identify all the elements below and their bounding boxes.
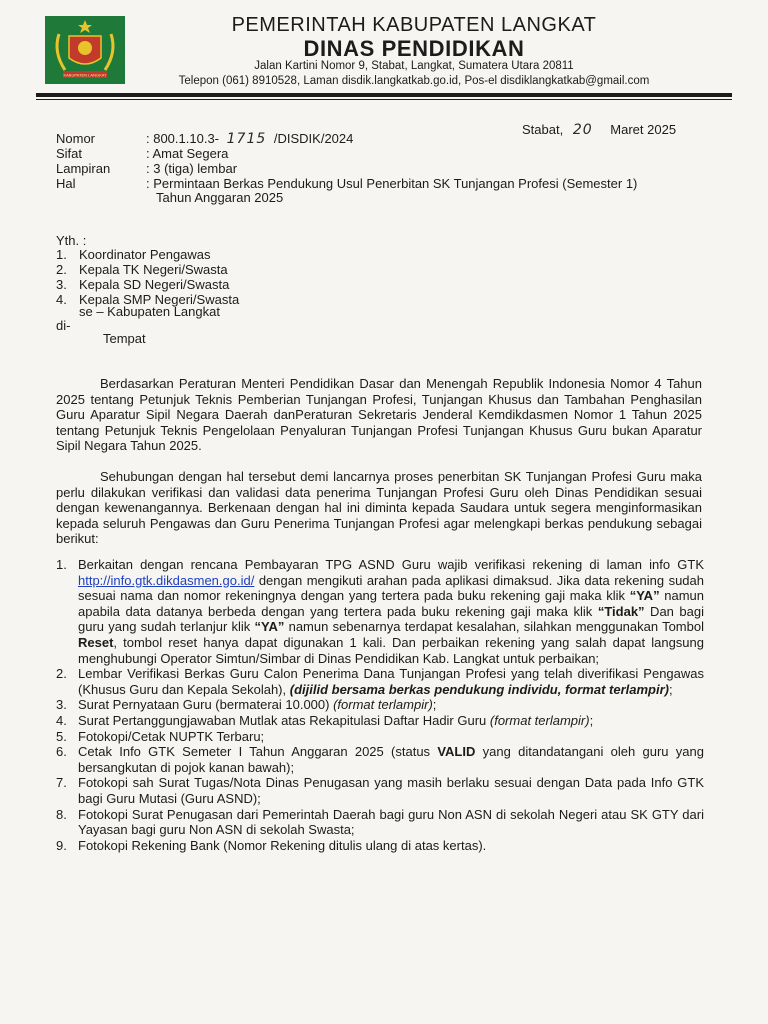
recipient-item: 4. Kepala SMP Negeri/Swasta <box>56 292 240 307</box>
nomor-handwritten: 1715 <box>226 131 267 147</box>
recipient-item: 1. Koordinator Pengawas <box>56 247 211 262</box>
list-item: 7. Fotokopi sah Surat Tugas/Nota Dinas Penugasan yang masih berlaku sesuai dengan Data pada Info GTK bagi Guru Mutasi (Guru ASND); <box>56 775 704 806</box>
list-item: 8. Fotokopi Surat Penugasan dari Pemerintah Daerah bagi guru Non ASN di sekolah Negeri atau SK GTY dari Yayasan bagi guru Non ASN di sekolah Swasta; <box>56 806 704 838</box>
nomor-prefix: : 800.1.10.3- <box>146 131 219 146</box>
recipient-item: 2. Kepala TK Negeri/Swasta <box>56 262 228 277</box>
list-item: 3. Surat Pernyataan Guru (bermaterai 10.000) (format terlampir); <box>56 697 437 713</box>
recipient-tempat: Tempat <box>103 331 146 346</box>
date-month-year: Maret 2025 <box>610 122 677 137</box>
recipient-yth: Yth. : <box>56 233 87 248</box>
logo-banner-text: KABUPATEN LANGKAT <box>63 72 107 78</box>
letterhead-contact: Telepon (061) 8910528, Laman disdik.langkatkab.go.id, Pos-el disdiklangkatkab@gmail.com <box>178 75 650 87</box>
list-item: 2. Lembar Verifikasi Berkas Guru Calon Penerima Dana Tunjangan Profesi yang telah diverifikasi Pengawas (Khusus Guru dan Kepala Sekolah), (dijilid bersama berkas pendukung individu, format terlampir); <box>56 666 704 697</box>
hal-value: : Permintaan Berkas Pendukung Usul Penerbitan SK Tunjangan Profesi (Semester 1) <box>146 176 638 191</box>
sifat-label: Sifat <box>56 146 83 161</box>
letterhead-rule <box>36 93 732 97</box>
recipient-di: di- <box>56 318 71 333</box>
date-day: 20 <box>572 122 593 138</box>
lampiran-label: Lampiran <box>56 161 111 176</box>
list-item: 5. Fotokopi/Cetak NUPTK Terbaru; <box>56 728 265 744</box>
letterhead-agency: DINAS PENDIDIKAN <box>303 36 525 61</box>
letterhead-address: Jalan Kartini Nomor 9, Stabat, Langkat, Sumatera Utara 20811 <box>254 60 574 72</box>
paragraph-basis: Berdasarkan Peraturan Menteri Pendidikan Dasar dan Menengah Republik Indonesia Nomor 4 Tahun 2025 tentang Petunjuk Teknis Pemberian Tunjangan Profesi, Tunjangan Khusus dan Tambahan Penghasilan Guru Aparatur Sipil Negara Daerah danPeraturan Sekretaris Jenderal Kemdikdasmen Nomor 1 Tahun 2025 tentang Petunjuk Teknis Pengelolaan Penyaluran Tunjangan Profesi Tunjangan Khusus Guru bukan Aparatur Sipil Negara Tahun 2025. <box>56 376 702 454</box>
hal-value-line2: Tahun Anggaran 2025 <box>156 190 284 205</box>
nomor-value <box>146 131 353 147</box>
paragraph-request: Sehubungan dengan hal tersebut demi lancarnya proses penerbitan SK Tunjangan Profesi Guru maka perlu dilakukan verifikasi dan validasi data penerima Tunjangan Profesi Guru oleh Dinas Pendidikan sesuai dengan kewenangannya. Berkenaan dengan hal ini diminta kepada Saudara untuk segera menginformasikan kepada seluruh Pengawas dan Guru Penerima Tunjangan Profesi agar melengkapi berkas pendukung sebagai berikut: <box>56 469 702 547</box>
date-place: Stabat, <box>522 122 564 137</box>
recipient-item: 3. Kepala SD Negeri/Swasta <box>56 277 230 292</box>
sifat-value: : Amat Segera <box>146 146 229 161</box>
requirements-list <box>56 557 704 853</box>
list-item: 4. Surat Pertanggungjawaban Mutlak atas Rekapitulasi Daftar Hadir Guru (format terlampir); <box>56 712 594 728</box>
list-item: 6. Cetak Info GTK Semeter I Tahun Anggaran 2025 (status VALID yang ditandatangani oleh guru yang bersangkutan di pojok kanan bawah); <box>56 744 704 775</box>
hal-label: Hal <box>56 176 76 191</box>
recipient-list <box>56 247 239 307</box>
info-gtk-link[interactable]: http://info.gtk.dikdasmen.go.id/ <box>78 572 255 588</box>
letter-date <box>522 122 676 138</box>
nomor-label: Nomor <box>56 131 96 146</box>
nomor-suffix: /DISDIK/2024 <box>273 131 354 146</box>
list-item: 1. Berkaitan dengan rencana Pembayaran TPG ASND Guru wajib verifikasi rekening di laman info GTK http://info.gtk.dikdasmen.go.id/ dengan mengikuti arahan pada aplikasi dimaksud. Jika data rekening sudah sesuai nama dan nomor rekeningnya dengan yang tertera pada buku rekening gaji maka klik “YA” namun apabila data datanya berbeda dengan yang tertera pada buku rekening gaji maka klik “Tidak” Dan bagi guru yang sudah terlanjur klik “YA” namun sebenarnya terdapat kesalahan, silahkan menggunakan Tombol Reset, tombol reset hanya dapat digunakan 1 kali. Dan perbaikan rekening yang salah dapat langsung menghubungi Operator Simtun/Simbar di Dinas Pendidikan Kab. Langkat untuk perbaikan; <box>56 557 705 666</box>
letterhead-rule-thin <box>36 99 732 100</box>
list-item: 9. Fotokopi Rekening Bank (Nomor Rekening ditulis ulang di atas kertas). <box>56 837 487 853</box>
letterhead-government: PEMERINTAH KABUPATEN LANGKAT <box>231 14 597 36</box>
recipient-scope: se – Kabupaten Langkat <box>79 304 220 319</box>
lampiran-value: : 3 (tiga) lembar <box>146 161 238 176</box>
